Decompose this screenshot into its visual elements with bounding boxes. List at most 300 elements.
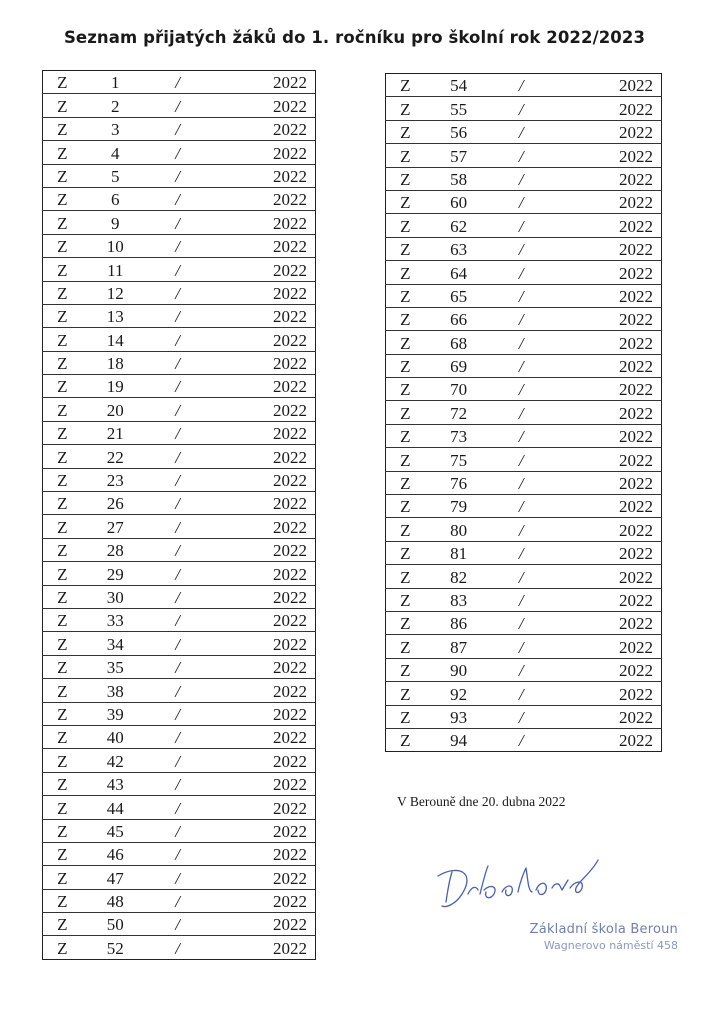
row-year: 2022	[206, 328, 315, 351]
table-row	[386, 588, 662, 611]
row-separator: /	[492, 518, 550, 541]
table-row	[43, 562, 316, 585]
row-separator: /	[149, 913, 206, 936]
table-row	[43, 538, 316, 561]
row-year: 2022	[206, 117, 315, 140]
table-row	[43, 585, 316, 608]
row-prefix: Z	[43, 492, 82, 515]
row-separator: /	[149, 117, 206, 140]
row-year: 2022	[550, 214, 661, 237]
table-row	[386, 565, 662, 588]
row-number: 80	[425, 518, 493, 541]
row-prefix: Z	[43, 421, 82, 444]
table-row	[386, 97, 662, 120]
row-number: 40	[82, 725, 149, 748]
row-prefix: Z	[43, 819, 82, 842]
row-separator: /	[492, 541, 550, 564]
row-year: 2022	[273, 73, 307, 93]
row-number: 68	[425, 331, 493, 354]
row-prefix: Z	[43, 515, 82, 538]
row-prefix: Z	[43, 375, 82, 398]
row-prefix: Z	[43, 164, 82, 187]
row-number: 62	[425, 214, 493, 237]
row-number: 50	[82, 913, 149, 936]
row-separator: /	[492, 705, 550, 728]
row-number: 13	[82, 304, 149, 327]
table-row	[386, 237, 662, 260]
table-row	[43, 281, 316, 304]
row-year: 2022	[206, 281, 315, 304]
row-separator: /	[149, 375, 206, 398]
stamp-school-name: Základní škola Beroun	[529, 922, 678, 937]
row-year: 2022	[550, 401, 661, 424]
row-year: 2022	[206, 749, 315, 772]
row-number: 57	[425, 144, 493, 167]
row-prefix: Z	[43, 304, 82, 327]
row-year: 2022	[206, 211, 315, 234]
row-prefix: Z	[386, 214, 425, 237]
row-year: 2022	[550, 424, 661, 447]
row-prefix: Z	[43, 842, 82, 865]
admitted-list-left	[42, 70, 316, 960]
row-separator: /	[492, 565, 550, 588]
row-prefix: Z	[386, 518, 425, 541]
row-number: 23	[82, 468, 149, 491]
row-year: 2022	[550, 495, 661, 518]
row-prefix: Z	[43, 445, 82, 468]
row-prefix: Z	[386, 424, 425, 447]
row-year: 2022	[550, 284, 661, 307]
row-number: 9	[82, 211, 149, 234]
row-number: 30	[82, 585, 149, 608]
table-row	[386, 354, 662, 377]
table-row	[386, 495, 662, 518]
row-separator: /	[149, 234, 206, 257]
row-year: 2022	[206, 492, 315, 515]
row-separator: /	[149, 281, 206, 304]
row-prefix: Z	[386, 658, 425, 681]
row-separator: /	[492, 167, 550, 190]
row-year: 2022	[550, 471, 661, 494]
row-prefix: Z	[386, 541, 425, 564]
row-separator: /	[149, 398, 206, 421]
table-row	[386, 448, 662, 471]
table-row	[386, 214, 662, 237]
row-number: 29	[82, 562, 149, 585]
row-year: 2022	[619, 76, 653, 96]
row-number: 54	[450, 76, 468, 96]
table-row	[43, 702, 316, 725]
row-number: 14	[82, 328, 149, 351]
table-row	[43, 608, 316, 631]
row-prefix: Z	[43, 889, 82, 912]
row-separator: /	[149, 585, 206, 608]
row-number: 18	[82, 351, 149, 374]
row-year: 2022	[206, 632, 315, 655]
row-number: 82	[425, 565, 493, 588]
table-row	[43, 679, 316, 702]
row-year: 2022	[206, 655, 315, 678]
row-year: 2022	[550, 144, 661, 167]
row-separator: /	[492, 401, 550, 424]
row-number: 11	[82, 258, 149, 281]
row-separator: /	[492, 658, 550, 681]
row-year: 2022	[206, 796, 315, 819]
row-number: 38	[82, 679, 149, 702]
row-number: 73	[425, 424, 493, 447]
row-number: 56	[425, 120, 493, 143]
row-prefix: Z	[43, 562, 82, 585]
table-row	[43, 819, 316, 842]
row-year: 2022	[550, 518, 661, 541]
row-prefix: Z	[43, 117, 82, 140]
row-year: 2022	[550, 565, 661, 588]
row-year: 2022	[550, 307, 661, 330]
row-separator: /	[149, 538, 206, 561]
row-year: 2022	[206, 421, 315, 444]
row-separator: /	[149, 819, 206, 842]
row-year: 2022	[206, 258, 315, 281]
row-prefix: Z	[386, 331, 425, 354]
table-row	[43, 913, 316, 936]
row-year: 2022	[550, 237, 661, 260]
table-row	[43, 117, 316, 140]
school-stamp	[508, 922, 678, 952]
row-year: 2022	[550, 635, 661, 658]
table-row	[386, 261, 662, 284]
row-prefix: Z	[43, 632, 82, 655]
table-row	[43, 445, 316, 468]
row-prefix: Z	[386, 635, 425, 658]
row-separator: /	[492, 144, 550, 167]
row-number: 46	[82, 842, 149, 865]
row-separator: /	[149, 468, 206, 491]
row-separator: /	[492, 728, 550, 751]
table-row	[386, 144, 662, 167]
table-row	[386, 424, 662, 447]
row-prefix: Z	[43, 772, 82, 795]
row-number: 47	[82, 866, 149, 889]
row-year: 2022	[550, 167, 661, 190]
row-separator: /	[149, 351, 206, 374]
table-row	[43, 304, 316, 327]
row-year: 2022	[206, 913, 315, 936]
row-number: 43	[82, 772, 149, 795]
row-year: 2022	[550, 331, 661, 354]
row-prefix: Z	[386, 97, 425, 120]
row-number: 87	[425, 635, 493, 658]
row-separator: /	[149, 702, 206, 725]
row-prefix: Z	[43, 234, 82, 257]
row-separator: /	[149, 304, 206, 327]
table-row	[386, 705, 662, 728]
row-separator: /	[492, 331, 550, 354]
row-separator: /	[492, 214, 550, 237]
row-number: 22	[82, 445, 149, 468]
row-year: 2022	[206, 772, 315, 795]
table-row	[43, 94, 316, 117]
table-row	[43, 375, 316, 398]
row-prefix: Z	[386, 378, 425, 401]
row-prefix: Z	[43, 351, 82, 374]
row-prefix: Z	[386, 448, 425, 471]
admitted-list-right	[385, 73, 662, 752]
row-prefix: Z	[57, 73, 68, 93]
row-prefix: Z	[43, 796, 82, 819]
row-separator: /	[149, 655, 206, 678]
row-number: 60	[425, 190, 493, 213]
row-number: 70	[425, 378, 493, 401]
row-year: 2022	[206, 562, 315, 585]
row-number: 27	[82, 515, 149, 538]
table-row	[43, 141, 316, 164]
table-row	[43, 936, 316, 959]
row-year: 2022	[206, 304, 315, 327]
row-prefix: Z	[386, 682, 425, 705]
table-row	[43, 515, 316, 538]
row-year: 2022	[206, 398, 315, 421]
row-separator: /	[492, 307, 550, 330]
row-separator: /	[149, 679, 206, 702]
row-year: 2022	[206, 164, 315, 187]
row-year: 2022	[206, 141, 315, 164]
stamp-address: Wagnerovo náměstí 458	[543, 939, 678, 952]
row-prefix: Z	[386, 167, 425, 190]
row-separator: /	[492, 378, 550, 401]
row-separator: /	[149, 749, 206, 772]
row-prefix: Z	[386, 401, 425, 424]
table-row	[386, 284, 662, 307]
row-number: 79	[425, 495, 493, 518]
row-prefix: Z	[43, 468, 82, 491]
table-row	[43, 468, 316, 491]
row-prefix: Z	[386, 190, 425, 213]
row-separator: /	[149, 421, 206, 444]
row-separator: /	[149, 515, 206, 538]
table-row	[43, 398, 316, 421]
row-number: 65	[425, 284, 493, 307]
page-title: Seznam přijatých žáků do 1. ročníku pro školní rok 2022/2023	[63, 28, 646, 47]
row-number: 2	[82, 94, 149, 117]
row-separator: /	[492, 120, 550, 143]
row-year: 2022	[550, 705, 661, 728]
row-number: 92	[425, 682, 493, 705]
row-year: 2022	[206, 538, 315, 561]
row-prefix: Z	[400, 76, 411, 96]
row-separator: /	[149, 842, 206, 865]
row-separator: /	[149, 796, 206, 819]
row-separator: /	[492, 261, 550, 284]
row-prefix: Z	[43, 725, 82, 748]
row-separator: /	[149, 258, 206, 281]
table-row	[43, 889, 316, 912]
row-number: 90	[425, 658, 493, 681]
row-year: 2022	[206, 679, 315, 702]
table-row	[386, 471, 662, 494]
row-number: 75	[425, 448, 493, 471]
table-row	[386, 167, 662, 190]
table-row	[386, 728, 662, 751]
row-year: 2022	[206, 936, 315, 959]
row-year: 2022	[206, 187, 315, 210]
row-prefix: Z	[43, 749, 82, 772]
row-number: 42	[82, 749, 149, 772]
table-row	[43, 842, 316, 865]
row-separator: /	[518, 76, 524, 96]
row-year: 2022	[550, 728, 661, 751]
row-year: 2022	[550, 190, 661, 213]
row-prefix: Z	[386, 144, 425, 167]
row-year: 2022	[206, 702, 315, 725]
table-row	[386, 401, 662, 424]
row-prefix: Z	[386, 705, 425, 728]
row-prefix: Z	[386, 611, 425, 634]
row-year: 2022	[550, 378, 661, 401]
table-row	[43, 796, 316, 819]
row-number: 66	[425, 307, 493, 330]
table-row	[43, 421, 316, 444]
row-prefix: Z	[43, 913, 82, 936]
row-year: 2022	[206, 515, 315, 538]
row-year: 2022	[550, 611, 661, 634]
row-separator: /	[492, 97, 550, 120]
row-separator: /	[149, 328, 206, 351]
row-number: 58	[425, 167, 493, 190]
row-separator: /	[492, 284, 550, 307]
table-row	[43, 632, 316, 655]
table-row	[43, 71, 316, 94]
row-number: 5	[82, 164, 149, 187]
row-number: 94	[425, 728, 493, 751]
row-prefix: Z	[386, 284, 425, 307]
row-year: 2022	[550, 588, 661, 611]
row-number: 93	[425, 705, 493, 728]
row-number: 81	[425, 541, 493, 564]
row-year: 2022	[550, 448, 661, 471]
row-year: 2022	[206, 375, 315, 398]
row-number: 1	[111, 73, 120, 93]
row-number: 33	[82, 608, 149, 631]
row-number: 35	[82, 655, 149, 678]
row-number: 21	[82, 421, 149, 444]
row-number: 48	[82, 889, 149, 912]
row-year: 2022	[206, 725, 315, 748]
row-year: 2022	[206, 445, 315, 468]
row-number: 12	[82, 281, 149, 304]
row-year: 2022	[206, 842, 315, 865]
row-year: 2022	[550, 541, 661, 564]
table-row	[43, 187, 316, 210]
row-year: 2022	[550, 682, 661, 705]
row-number: 6	[82, 187, 149, 210]
row-number: 69	[425, 354, 493, 377]
row-number: 64	[425, 261, 493, 284]
row-separator: /	[149, 445, 206, 468]
row-prefix: Z	[43, 702, 82, 725]
table-row	[386, 190, 662, 213]
table-row	[386, 682, 662, 705]
row-number: 34	[82, 632, 149, 655]
table-row	[386, 518, 662, 541]
row-separator: /	[149, 492, 206, 515]
row-prefix: Z	[43, 585, 82, 608]
row-separator: /	[492, 635, 550, 658]
row-year: 2022	[550, 261, 661, 284]
place-date: V Berouně dne 20. dubna 2022	[397, 794, 566, 809]
row-number: 20	[82, 398, 149, 421]
table-row	[386, 658, 662, 681]
row-prefix: Z	[43, 866, 82, 889]
row-separator: /	[492, 682, 550, 705]
row-separator: /	[492, 495, 550, 518]
row-prefix: Z	[43, 679, 82, 702]
row-separator: /	[149, 562, 206, 585]
table-row	[43, 749, 316, 772]
row-number: 76	[425, 471, 493, 494]
row-year: 2022	[206, 585, 315, 608]
row-prefix: Z	[43, 187, 82, 210]
table-row	[386, 611, 662, 634]
row-prefix: Z	[43, 94, 82, 117]
row-number: 19	[82, 375, 149, 398]
row-separator: /	[492, 424, 550, 447]
table-row	[386, 378, 662, 401]
table-row	[43, 725, 316, 748]
row-separator: /	[149, 889, 206, 912]
table-row	[386, 331, 662, 354]
row-separator: /	[149, 164, 206, 187]
row-separator: /	[492, 588, 550, 611]
row-prefix: Z	[43, 936, 82, 959]
row-prefix: Z	[43, 281, 82, 304]
row-separator: /	[149, 141, 206, 164]
row-number: 39	[82, 702, 149, 725]
row-prefix: Z	[386, 471, 425, 494]
row-number: 28	[82, 538, 149, 561]
row-separator: /	[149, 632, 206, 655]
row-number: 45	[82, 819, 149, 842]
row-number: 72	[425, 401, 493, 424]
row-separator: /	[149, 725, 206, 748]
row-separator: /	[149, 187, 206, 210]
row-number: 55	[425, 97, 493, 120]
row-separator: /	[149, 94, 206, 117]
row-number: 52	[82, 936, 149, 959]
row-separator: /	[492, 611, 550, 634]
row-number: 63	[425, 237, 493, 260]
row-prefix: Z	[386, 495, 425, 518]
table-row	[43, 328, 316, 351]
row-prefix: Z	[386, 588, 425, 611]
row-year: 2022	[206, 608, 315, 631]
row-prefix: Z	[386, 261, 425, 284]
row-number: 83	[425, 588, 493, 611]
row-prefix: Z	[43, 328, 82, 351]
row-year: 2022	[206, 234, 315, 257]
table-row	[43, 492, 316, 515]
table-row	[43, 164, 316, 187]
row-year: 2022	[206, 351, 315, 374]
row-number: 86	[425, 611, 493, 634]
row-separator: /	[492, 237, 550, 260]
table-row	[43, 772, 316, 795]
row-number: 26	[82, 492, 149, 515]
table-row	[386, 541, 662, 564]
row-year: 2022	[550, 97, 661, 120]
row-prefix: Z	[43, 538, 82, 561]
table-row	[386, 635, 662, 658]
row-prefix: Z	[386, 237, 425, 260]
